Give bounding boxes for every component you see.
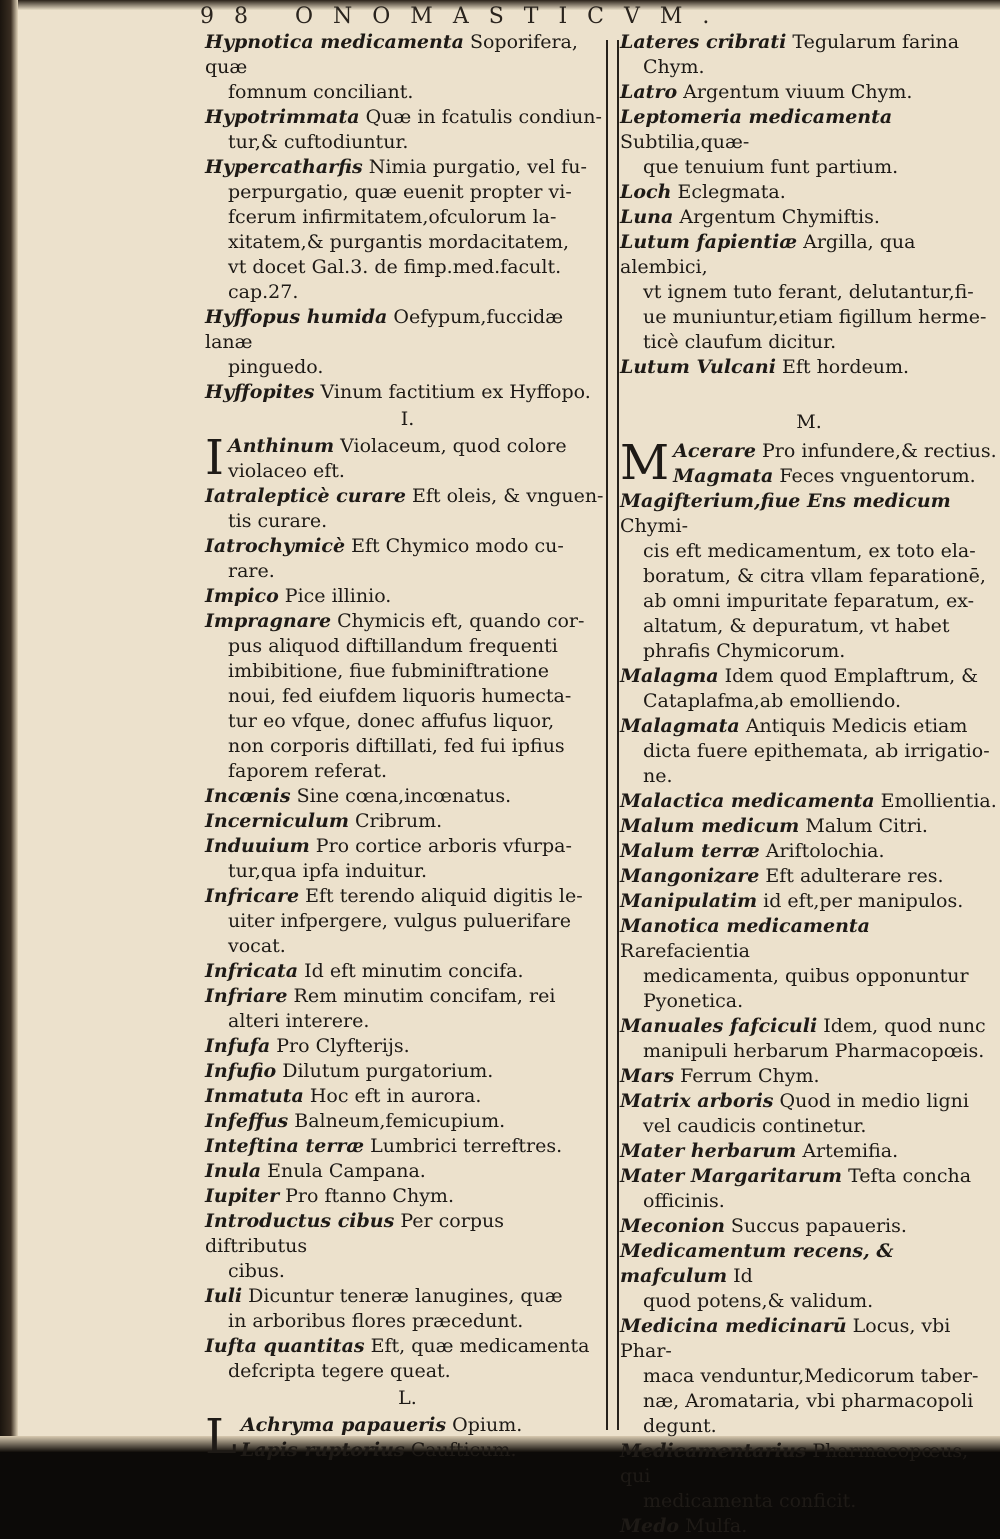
glossary-entry	[620, 439, 998, 464]
glossary-entry	[205, 884, 610, 959]
entry-headword: Infricata	[205, 960, 299, 982]
entry-definition: Tefta concha	[842, 1165, 972, 1187]
glossary-entry	[620, 80, 998, 105]
entry-headword: Matrix arboris	[620, 1090, 774, 1112]
entry-headword: Infricare	[205, 885, 300, 907]
entry-first-line	[205, 434, 610, 459]
entry-first-line	[620, 355, 998, 380]
entry-definition: Argentum Chymiftis.	[673, 206, 880, 228]
entry-first-line	[205, 884, 610, 909]
column-rule-right	[617, 40, 619, 1430]
entry-continuation-line: phrafis Chymicorum.	[643, 640, 846, 662]
entry-definition: Pro Clyfterijs.	[270, 1035, 410, 1057]
entry-continuation-line: Chym.	[643, 56, 705, 78]
entry-continuation-line: defcripta tegere queat.	[228, 1360, 451, 1382]
entry-headword: Malagmata	[620, 715, 740, 737]
drop-cap-i: I	[205, 430, 224, 486]
entries-l-list	[205, 1409, 610, 1465]
glossary-entry	[205, 380, 610, 405]
entry-headword: Mater herbarum	[620, 1140, 797, 1162]
entry-first-line	[205, 609, 610, 634]
glossary-entry	[205, 1134, 610, 1159]
entry-definition: Pice illinio.	[278, 585, 392, 607]
entry-first-line	[205, 1413, 610, 1438]
entry-continuation-line: ne.	[643, 765, 673, 787]
entry-first-line	[205, 1184, 610, 1209]
entry-definition: Eclegmata.	[671, 181, 786, 203]
entry-first-line	[205, 380, 610, 405]
left-column	[205, 30, 610, 1465]
section-heading-l: L.	[398, 1387, 417, 1409]
entry-definition: Pro ftanno Chym.	[279, 1185, 454, 1207]
entry-continuation-line: faporem referat.	[228, 760, 388, 782]
entry-first-line	[205, 1159, 610, 1184]
glossary-entry	[620, 714, 998, 789]
glossary-entry	[205, 1209, 610, 1284]
entry-headword: Malum terræ	[620, 840, 760, 862]
glossary-entry	[620, 230, 998, 355]
entry-first-line	[620, 464, 998, 489]
glossary-entry	[205, 1159, 610, 1184]
entry-headword: Hyffopus humida	[205, 306, 388, 328]
entry-continuation-line: vt docet Gal.3. de fimp.med.facult.	[228, 256, 562, 278]
entry-headword: Lutum Vulcani	[620, 356, 776, 378]
entry-headword: Impico	[205, 585, 279, 607]
glossary-entry	[205, 430, 610, 486]
entry-definition: Malum Citri.	[799, 815, 928, 837]
glossary-entry	[205, 1413, 610, 1438]
entry-continuation-line: medicamenta, quibus opponuntur	[643, 965, 969, 987]
entry-headword: Lutum fapientiæ	[620, 231, 798, 253]
entry-definition: Dicuntur teneræ lanugines, quæ	[242, 1285, 563, 1307]
glossary-entry	[620, 30, 998, 80]
entry-continuation-line: pus aliquod diftillandum frequenti	[228, 635, 558, 657]
entry-headword: Infriare	[205, 985, 288, 1007]
glossary-entry	[205, 959, 610, 984]
entry-headword: Medo	[620, 1515, 680, 1537]
entry-definition: Eft oleis, & vnguen-	[405, 485, 604, 507]
entry-definition: Quod in medio ligni	[773, 1090, 969, 1112]
entry-continuation-line: in arboribus flores præcedunt.	[228, 1310, 524, 1332]
glossary-entry	[205, 1109, 610, 1134]
entry-continuation-line: tur,qua ipfa induitur.	[228, 860, 428, 882]
entry-definition: Violaceum, quod colore	[334, 435, 567, 457]
glossary-entry	[205, 105, 610, 155]
entry-headword: Meconion	[620, 1215, 725, 1237]
entry-headword: Infeffus	[205, 1110, 289, 1132]
entry-headword: Iatrochymicè	[205, 535, 346, 557]
entry-continuation-line: Cataplafma,ab emolliendo.	[643, 690, 902, 712]
entry-continuation-line: cis eft medicamentum, ex toto ela-	[643, 540, 976, 562]
entry-first-line	[620, 714, 998, 739]
entry-continuation-line: degunt.	[643, 1415, 717, 1437]
entry-first-line	[620, 439, 998, 464]
entry-headword: Mangonizare	[620, 865, 760, 887]
entry-headword: Mater Margaritarum	[620, 1165, 843, 1187]
section-heading-i: I.	[400, 408, 415, 430]
entry-definition: Chymi-	[620, 515, 689, 537]
glossary-entry	[620, 355, 998, 380]
entry-headword: Hypotrimmata	[205, 106, 360, 128]
entry-headword: Lapis ruptorius	[240, 1439, 405, 1461]
entry-first-line	[620, 105, 998, 155]
entry-continuation-line: tis curare.	[228, 510, 328, 532]
section-l-block	[205, 1409, 610, 1465]
entry-continuation-line: que tenuium funt partium.	[643, 156, 899, 178]
entry-first-line	[205, 1109, 610, 1134]
entry-first-line	[620, 1064, 998, 1089]
glossary-entry	[205, 984, 610, 1034]
entry-first-line	[205, 834, 610, 859]
glossary-entry	[205, 1184, 610, 1209]
entries-m-list	[620, 435, 998, 1539]
entry-headword: Leptomeria medicamenta	[620, 106, 893, 128]
entries-h-list	[205, 30, 610, 405]
entry-definition: Pro infundere,& rectius.	[755, 440, 997, 462]
entry-headword: Inmatuta	[205, 1085, 304, 1107]
entry-headword: Induuium	[205, 835, 310, 857]
glossary-entry	[205, 30, 610, 105]
entry-headword: Medicamentum recens, & mafculum	[620, 1240, 894, 1287]
entry-headword: Mars	[620, 1065, 675, 1087]
entry-definition: Quæ in fcatulis condiun-	[359, 106, 602, 128]
entry-headword: Manuales fafciculi	[620, 1015, 818, 1037]
entry-definition: Idem quod Emplaftrum, &	[718, 665, 979, 687]
entry-definition: Caufticum.	[404, 1439, 517, 1461]
glossary-entry	[620, 180, 998, 205]
entry-headword: Magifterium,fiue Ens medicum	[620, 490, 951, 512]
glossary-entry	[205, 1034, 610, 1059]
entry-headword: Manipulatim	[620, 890, 758, 912]
entry-continuation-line: xitatem,& purgantis mordacitatem,	[228, 231, 569, 253]
entries-i-list	[205, 430, 610, 1384]
entry-definition: Eft hordeum.	[775, 356, 910, 378]
entry-continuation-line: non corporis diftillati, fed fui ipfius	[228, 735, 565, 757]
entry-headword: Malactica medicamenta	[620, 790, 875, 812]
entry-continuation-line: fomnum conciliant.	[228, 81, 414, 103]
entry-headword: Medicina medicinarū	[620, 1315, 847, 1337]
glossary-entry	[620, 464, 998, 489]
entry-continuation-line: cibus.	[228, 1260, 285, 1282]
entry-first-line	[620, 489, 998, 539]
entry-definition: Eft adulterare res.	[759, 865, 944, 887]
entry-definition: Dilutum purgatorium.	[276, 1060, 494, 1082]
entries-l-continued-list	[620, 30, 998, 380]
glossary-entry	[620, 864, 998, 889]
entry-first-line	[205, 1209, 610, 1259]
entry-first-line	[205, 305, 610, 355]
entry-headword: Infufio	[205, 1060, 277, 1082]
glossary-entry	[205, 1438, 610, 1463]
entry-definition: Eft, quæ medicamenta	[364, 1335, 590, 1357]
entry-headword: Manotica medicamenta	[620, 915, 870, 937]
entry-continuation-line: uiter infpergere, vulgus puluerifare	[228, 910, 572, 932]
entry-definition: Emollientia.	[874, 790, 997, 812]
entry-continuation-line: pinguedo.	[228, 356, 324, 378]
entry-continuation-line: ticè claufum dicitur.	[643, 331, 837, 353]
entry-headword: Iatralepticè curare	[205, 485, 406, 507]
entry-headword: Infufa	[205, 1035, 271, 1057]
entry-definition: Ferrum Chym.	[674, 1065, 820, 1087]
entry-continuation-line: officinis.	[643, 1190, 725, 1212]
entry-first-line	[620, 180, 998, 205]
entry-first-line	[620, 1164, 998, 1189]
entry-first-line	[205, 584, 610, 609]
entry-headword: Hypercatharfis	[205, 156, 363, 178]
entry-continuation-line: altatum, & depuratum, vt habet	[643, 615, 950, 637]
glossary-entry	[620, 839, 998, 864]
entry-definition: Rarefacientia	[620, 940, 750, 962]
entry-first-line	[620, 1139, 998, 1164]
entry-continuation-line: maca venduntur,Medicorum taber-	[643, 1365, 979, 1387]
entry-first-line	[620, 1514, 998, 1539]
entry-headword: Anthinum	[227, 435, 335, 457]
entry-headword: Lateres cribrati	[620, 31, 787, 53]
glossary-entry	[205, 1059, 610, 1084]
entry-continuation-line: vel caudicis continetur.	[643, 1115, 867, 1137]
entry-headword: Acerare	[673, 440, 756, 462]
page-gutter-shadow	[0, 0, 18, 1452]
entry-first-line	[205, 1034, 610, 1059]
entry-definition: Argilla, qua alembici,	[620, 231, 916, 278]
entry-definition: Vinum factitium ex Hyffopo.	[314, 381, 591, 403]
entry-continuation-line: dicta fuere epithemata, ab irrigatio-	[643, 740, 990, 762]
entry-definition: Nimia purgatio, vel fu-	[362, 156, 587, 178]
entry-first-line	[205, 1059, 610, 1084]
entry-definition: Antiquis Medicis etiam	[739, 715, 968, 737]
section-i-block	[205, 430, 610, 1384]
entry-definition: Balneum,femicupium.	[288, 1110, 506, 1132]
entry-headword: Malagma	[620, 665, 719, 687]
entry-first-line	[205, 155, 610, 180]
entry-continuation-line: Pyonetica.	[643, 990, 744, 1012]
entry-first-line	[205, 105, 610, 130]
glossary-entry	[205, 305, 610, 380]
entry-headword: Hyffopites	[205, 381, 315, 403]
entry-headword: Malum medicum	[620, 815, 800, 837]
glossary-entry	[205, 1334, 610, 1384]
glossary-entry	[205, 155, 610, 305]
entry-headword: Iupiter	[205, 1185, 280, 1207]
entry-definition: Pro cortice arboris vfurpa-	[309, 835, 572, 857]
entry-first-line	[205, 1334, 610, 1359]
entry-definition: Cribrum.	[348, 810, 443, 832]
glossary-entry	[620, 1064, 998, 1089]
entry-continuation-line: næ, Aromataria, vbi pharmacopoli	[643, 1390, 974, 1412]
entry-definition: Eft terendo aliquid digitis le-	[299, 885, 583, 907]
entry-definition: Ariftolochia.	[759, 840, 885, 862]
entry-first-line	[205, 809, 610, 834]
running-head: 98 ONOMASTICVM.	[200, 4, 730, 29]
entry-continuation-line: manipuli herbarum Pharmacopœis.	[643, 1040, 985, 1062]
entry-definition: Mulfa.	[679, 1515, 748, 1537]
entry-definition: Id eft minutim concifa.	[298, 960, 524, 982]
entry-first-line	[620, 1014, 998, 1039]
entry-continuation-line: quod potens,& validum.	[643, 1290, 874, 1312]
entry-headword: Inteftina terræ	[205, 1135, 365, 1157]
entry-first-line	[620, 1214, 998, 1239]
entry-headword: Iuli	[205, 1285, 243, 1307]
entry-definition: Rem minutim concifam, rei	[287, 985, 556, 1007]
entry-continuation-line: boratum, & citra vllam feparationē,	[643, 565, 986, 587]
entry-headword: Incerniculum	[205, 810, 349, 832]
glossary-entry	[205, 834, 610, 884]
entry-first-line	[205, 1284, 610, 1309]
entry-headword: Inula	[205, 1160, 262, 1182]
entry-first-line	[620, 1314, 998, 1364]
glossary-entry	[620, 205, 998, 230]
glossary-entry	[620, 105, 998, 180]
entry-definition: id eft,per manipulos.	[757, 890, 964, 912]
entry-definition: Eft Chymico modo cu-	[345, 535, 564, 557]
entry-definition: Soporifera, quæ	[205, 31, 578, 78]
drop-cap-m: M	[620, 435, 670, 491]
entry-continuation-line: vt ignem tuto ferant, delutantur,fi-	[643, 281, 974, 303]
entry-definition: Opium.	[446, 1414, 523, 1436]
entry-first-line	[620, 1089, 998, 1114]
entry-first-line	[620, 80, 998, 105]
entry-definition: Chymicis eft, quando cor-	[331, 610, 585, 632]
entry-definition: Argentum viuum Chym.	[677, 81, 913, 103]
entry-headword: Loch	[620, 181, 672, 203]
glossary-entry	[620, 814, 998, 839]
glossary-entry	[620, 889, 998, 914]
entry-headword: Achryma papaueris	[240, 1414, 447, 1436]
entry-continuation-line: rare.	[228, 560, 275, 582]
entry-first-line	[620, 1239, 998, 1289]
glossary-entry	[205, 809, 610, 834]
entry-definition: Artemifia.	[796, 1140, 899, 1162]
entry-first-line	[620, 230, 998, 280]
entry-first-line	[620, 789, 998, 814]
entry-continuation-line: tur eo vfque, donec affufus liquor,	[228, 710, 555, 732]
entry-continuation-line: fcerum infirmitatem,ofculorum la-	[228, 206, 557, 228]
entry-definition: Tegularum farina	[786, 31, 960, 53]
entry-first-line	[620, 814, 998, 839]
entry-definition: Enula Campana.	[261, 1160, 426, 1182]
glossary-entry	[620, 1514, 998, 1539]
entry-headword: Introductus cibus	[205, 1210, 395, 1232]
glossary-entry	[205, 484, 610, 534]
drop-cap-l: L	[205, 1409, 237, 1465]
glossary-entry	[205, 584, 610, 609]
entry-first-line	[205, 1134, 610, 1159]
glossary-entry	[205, 609, 610, 784]
entry-continuation-line: violaceo eft.	[228, 460, 345, 482]
entry-definition: Oefypum,fuccidæ lanæ	[205, 306, 564, 353]
entry-first-line	[205, 984, 610, 1009]
entry-definition: Sine cœna,incœnatus.	[290, 785, 512, 807]
glossary-entry	[205, 1084, 610, 1109]
glossary-entry	[620, 664, 998, 714]
glossary-entry	[620, 789, 998, 814]
glossary-entry	[205, 1284, 610, 1334]
entry-continuation-line: noui, fed eiufdem liquoris humecta-	[228, 685, 572, 707]
glossary-entry	[620, 1089, 998, 1139]
glossary-entry	[205, 534, 610, 584]
entry-headword: Impragnare	[205, 610, 332, 632]
entry-first-line	[205, 784, 610, 809]
entry-first-line	[620, 30, 998, 55]
section-heading-m: M.	[796, 411, 822, 433]
entry-definition: Hoc eft in aurora.	[303, 1085, 482, 1107]
entry-definition: Lumbrici terreftres.	[364, 1135, 563, 1157]
entry-headword: Latro	[620, 81, 678, 103]
glossary-entry	[620, 1439, 998, 1514]
entry-first-line	[620, 664, 998, 689]
entry-first-line	[620, 1439, 998, 1489]
right-column	[620, 30, 998, 1537]
glossary-entry	[620, 1314, 998, 1439]
entry-first-line	[205, 959, 610, 984]
entry-headword: Magmata	[673, 465, 774, 487]
glossary-entry	[620, 1164, 998, 1214]
glossary-entry	[620, 1239, 998, 1314]
entry-continuation-line: alteri interere.	[228, 1010, 370, 1032]
entry-headword: Incœnis	[205, 785, 291, 807]
entry-definition: Locus, vbi Phar-	[620, 1315, 951, 1362]
entry-headword: Iufta quantitas	[205, 1335, 365, 1357]
entry-definition: Subtilia,quæ-	[620, 131, 750, 153]
entry-continuation-line: ue muniuntur,etiam figillum herme-	[643, 306, 987, 328]
glossary-entry	[620, 1214, 998, 1239]
entry-definition: Feces vnguentorum.	[773, 465, 976, 487]
entry-continuation-line: perpurgatio, quæ euenit propter vi-	[228, 181, 572, 203]
entry-first-line	[620, 205, 998, 230]
glossary-entry	[620, 1014, 998, 1064]
glossary-entry	[620, 914, 998, 1014]
entry-definition: Idem, quod nunc	[817, 1015, 986, 1037]
entry-headword: Hypnotica medicamenta	[205, 31, 464, 53]
entry-continuation-line: vocat.	[228, 935, 286, 957]
entry-first-line	[205, 1438, 610, 1463]
glossary-entry	[620, 1139, 998, 1164]
entry-definition: Succus papaueris.	[724, 1215, 907, 1237]
entry-definition: Id	[727, 1265, 753, 1287]
entry-first-line	[205, 1084, 610, 1109]
section-m-block	[620, 435, 998, 1539]
entry-headword: Luna	[620, 206, 674, 228]
entry-definition: Pharmacopœus, qui	[620, 1440, 969, 1487]
entry-first-line	[620, 864, 998, 889]
entry-continuation-line: medicamenta conficit.	[643, 1490, 857, 1512]
entry-continuation-line: imbibitione, fiue fubminiftratione	[228, 660, 550, 682]
entry-first-line	[620, 914, 998, 964]
entry-continuation-line: cap.27.	[228, 281, 299, 303]
entry-first-line	[620, 889, 998, 914]
glossary-entry	[205, 784, 610, 809]
entry-continuation-line: tur,& cuftodiuntur.	[228, 131, 409, 153]
glossary-entry	[620, 489, 998, 664]
entry-headword: Medicamentarius	[620, 1440, 807, 1462]
entry-first-line	[205, 534, 610, 559]
entry-first-line	[205, 30, 610, 80]
entry-definition: Per corpus diftributus	[205, 1210, 504, 1257]
entry-first-line	[205, 484, 610, 509]
entry-first-line	[620, 839, 998, 864]
entry-continuation-line: ab omni impuritate feparatum, ex-	[643, 590, 975, 612]
